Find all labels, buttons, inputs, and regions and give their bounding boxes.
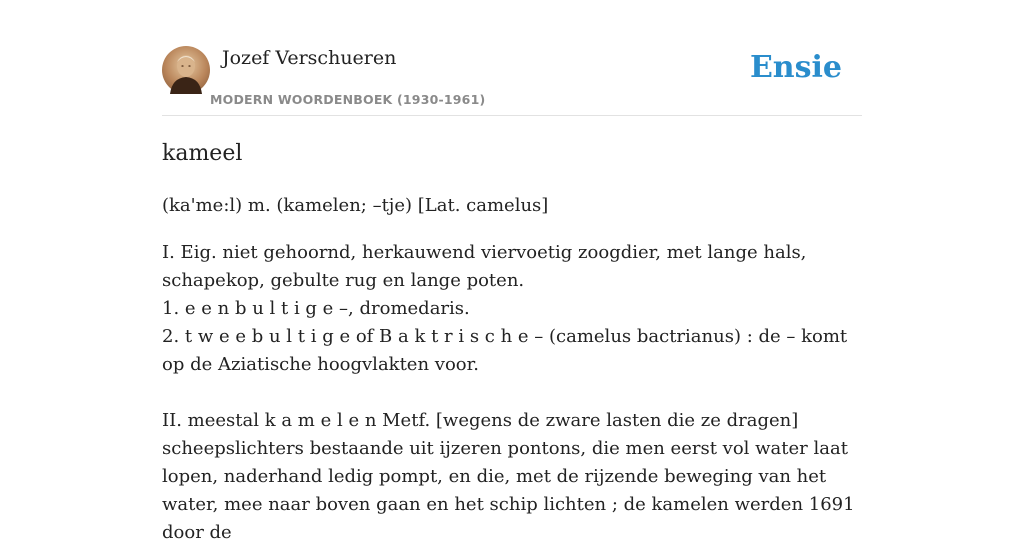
source-title[interactable]: MODERN WOORDENBOEK (1930-1961) <box>210 92 486 107</box>
paragraph-gap <box>162 379 862 407</box>
author-avatar[interactable] <box>162 46 210 94</box>
entry-headword: kameel <box>162 141 243 166</box>
definition-line: 1. e e n b u l t i g e –, dromedaris. <box>162 298 470 319</box>
definition-line: II. meestal k a m e l e n Metf. [wegens de zware lasten die ze dragen] scheepslichters bestaande uit ijzeren pontons, die men eerst vol water laat lopen, naderhand ledig pompt, en die, met de rijzende beweging van het water, mee naar boven gaan en het schip lichten ; de kamelen werden 1691 door de <box>162 410 855 543</box>
portrait-image <box>162 46 210 94</box>
definition-line: 2. t w e e b u l t i g e of B a k t r i s c h e – (camelus bactrianus) : de – komt op de Aziatische hoogvlakten voor. <box>162 326 848 375</box>
page-container <box>162 0 862 543</box>
entry-definition <box>162 239 862 547</box>
header-divider <box>162 115 862 116</box>
entry-grammar: (ka'me:l) m. (kamelen; –tje) [Lat. camelus] <box>162 195 549 216</box>
ensie-logo[interactable]: Ensie <box>749 50 842 85</box>
definition-line: I. Eig. niet gehoornd, herkauwend viervoetig zoogdier, met lange hals, schapekop, gebulte rug en lange poten. <box>162 242 807 291</box>
author-name[interactable]: Jozef Verschueren <box>222 47 397 69</box>
